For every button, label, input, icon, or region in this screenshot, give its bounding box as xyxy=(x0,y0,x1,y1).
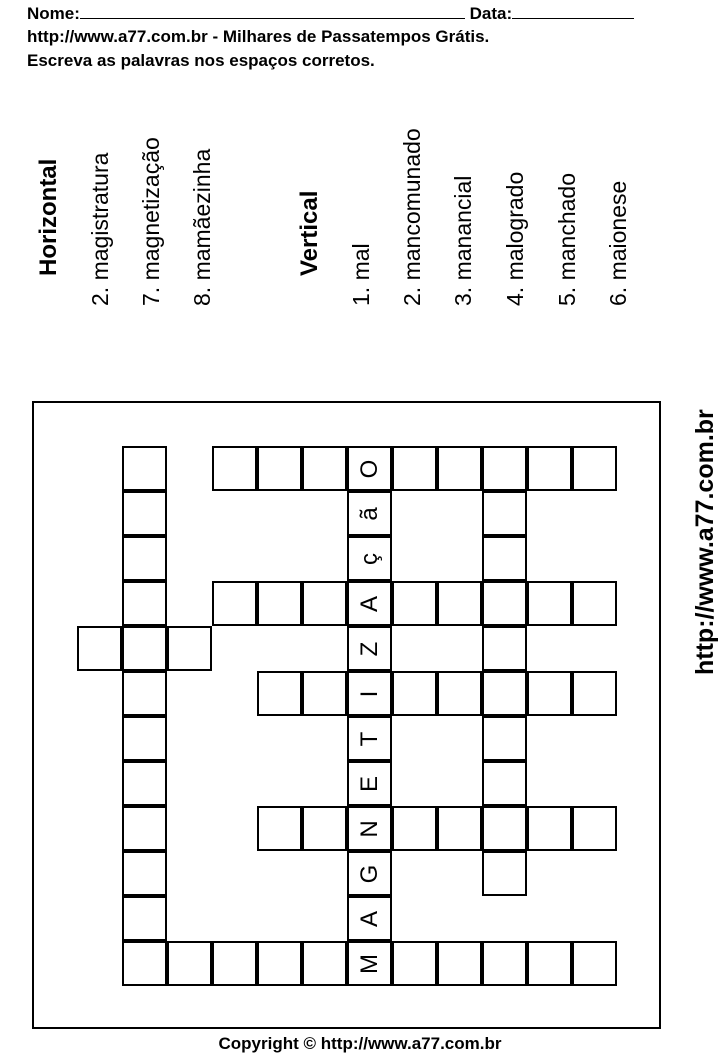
grid-cell[interactable] xyxy=(527,581,572,626)
given-letter-cell xyxy=(347,626,392,671)
grid-cell[interactable] xyxy=(302,581,347,626)
given-letter: G xyxy=(355,864,383,883)
grid-cell[interactable] xyxy=(302,941,347,986)
grid-cell[interactable] xyxy=(482,851,527,896)
grid-cell[interactable] xyxy=(302,671,347,716)
given-letter-cell xyxy=(347,896,392,941)
grid-cell[interactable] xyxy=(122,536,167,581)
site-line: http://www.a77.com.br - Milhares de Passatempos Grátis. xyxy=(27,27,490,46)
given-letter-cell xyxy=(347,671,392,716)
grid-cell[interactable] xyxy=(527,671,572,716)
grid-cell[interactable] xyxy=(122,716,167,761)
given-letter: T xyxy=(355,731,383,746)
given-letter-cell xyxy=(347,536,392,581)
grid-cell[interactable] xyxy=(437,941,482,986)
given-letter-cell xyxy=(347,941,392,986)
grid-cell[interactable] xyxy=(572,581,617,626)
grid-cell[interactable] xyxy=(482,806,527,851)
grid-cell[interactable] xyxy=(482,491,527,536)
grid-cell[interactable] xyxy=(527,806,572,851)
grid-cell[interactable] xyxy=(392,941,437,986)
grid-cell[interactable] xyxy=(257,671,302,716)
grid-cell[interactable] xyxy=(212,581,257,626)
grid-cell[interactable] xyxy=(257,581,302,626)
grid-cell[interactable] xyxy=(482,941,527,986)
given-letter-cell xyxy=(347,581,392,626)
grid-cell[interactable] xyxy=(572,806,617,851)
given-letter: E xyxy=(355,775,383,792)
horizontal-clue: 2. magistratura xyxy=(87,152,113,306)
grid-cell[interactable] xyxy=(122,761,167,806)
given-letter: O xyxy=(355,459,383,478)
given-letter: M xyxy=(355,953,383,974)
grid-cell[interactable] xyxy=(122,446,167,491)
vertical-clue: 4. malogrado xyxy=(502,171,528,306)
date-label: Data: xyxy=(469,4,513,23)
horizontal-clue: 7. magnetização xyxy=(138,137,164,306)
grid-cell[interactable] xyxy=(257,806,302,851)
grid-cell[interactable] xyxy=(482,716,527,761)
grid-cell[interactable] xyxy=(122,671,167,716)
given-letter-cell xyxy=(347,716,392,761)
grid-cell[interactable] xyxy=(482,446,527,491)
grid-cell[interactable] xyxy=(122,896,167,941)
grid-cell[interactable] xyxy=(77,626,122,671)
grid-cell[interactable] xyxy=(482,581,527,626)
given-letter: A xyxy=(355,595,383,612)
grid-cell[interactable] xyxy=(122,626,167,671)
grid-cell[interactable] xyxy=(302,446,347,491)
given-letter-cell xyxy=(347,851,392,896)
vertical-clue: 5. manchado xyxy=(554,173,580,306)
grid-cell[interactable] xyxy=(437,446,482,491)
grid-cell[interactable] xyxy=(392,806,437,851)
grid-cell[interactable] xyxy=(122,941,167,986)
given-letter: A xyxy=(355,910,383,927)
vertical-clue: 3. manancial xyxy=(450,175,476,306)
grid-cell[interactable] xyxy=(572,671,617,716)
given-letter: I xyxy=(355,690,383,697)
grid-cell[interactable] xyxy=(212,446,257,491)
footer-copyright: Copyright © http://www.a77.com.br xyxy=(218,1034,502,1053)
grid-cell[interactable] xyxy=(437,671,482,716)
grid-cell[interactable] xyxy=(167,941,212,986)
grid-cell[interactable] xyxy=(392,581,437,626)
grid-cell[interactable] xyxy=(482,536,527,581)
grid-cell[interactable] xyxy=(392,671,437,716)
grid-cell[interactable] xyxy=(122,806,167,851)
given-letter: ã xyxy=(355,506,383,521)
grid-cell[interactable] xyxy=(302,806,347,851)
grid-cell[interactable] xyxy=(527,941,572,986)
grid-cell[interactable] xyxy=(437,581,482,626)
grid-cell[interactable] xyxy=(482,761,527,806)
grid-cell[interactable] xyxy=(527,446,572,491)
vertical-clue: 1. mal xyxy=(348,243,374,306)
given-letter-cell xyxy=(347,446,392,491)
grid-cell[interactable] xyxy=(122,851,167,896)
vertical-clue: 6. maionese xyxy=(605,180,631,306)
grid-cell[interactable] xyxy=(392,446,437,491)
given-letter-cell xyxy=(347,491,392,536)
given-letter: ç xyxy=(355,552,383,565)
side-url: http://www.a77.com.br xyxy=(691,409,719,675)
grid-cell[interactable] xyxy=(122,581,167,626)
given-letter-cell xyxy=(347,761,392,806)
grid-cell[interactable] xyxy=(167,626,212,671)
horizontal-title: Horizontal xyxy=(35,158,62,276)
vertical-clue: 2. mancomunado xyxy=(399,128,425,306)
grid-cell[interactable] xyxy=(122,491,167,536)
grid-cell[interactable] xyxy=(482,626,527,671)
grid-cell[interactable] xyxy=(257,941,302,986)
horizontal-clue: 8. mamãezinha xyxy=(189,148,215,306)
grid-cell[interactable] xyxy=(572,446,617,491)
grid-cell[interactable] xyxy=(437,806,482,851)
instruction: Escreva as palavras nos espaços corretos. xyxy=(27,51,375,70)
given-letter: Z xyxy=(355,641,383,656)
vertical-title: Vertical xyxy=(296,190,323,276)
grid-cell[interactable] xyxy=(572,941,617,986)
grid-cell[interactable] xyxy=(212,941,257,986)
given-letter: N xyxy=(355,819,383,838)
grid-cell[interactable] xyxy=(482,671,527,716)
given-letter-cell xyxy=(347,806,392,851)
name-label: Nome: xyxy=(27,4,80,23)
grid-cell[interactable] xyxy=(257,446,302,491)
